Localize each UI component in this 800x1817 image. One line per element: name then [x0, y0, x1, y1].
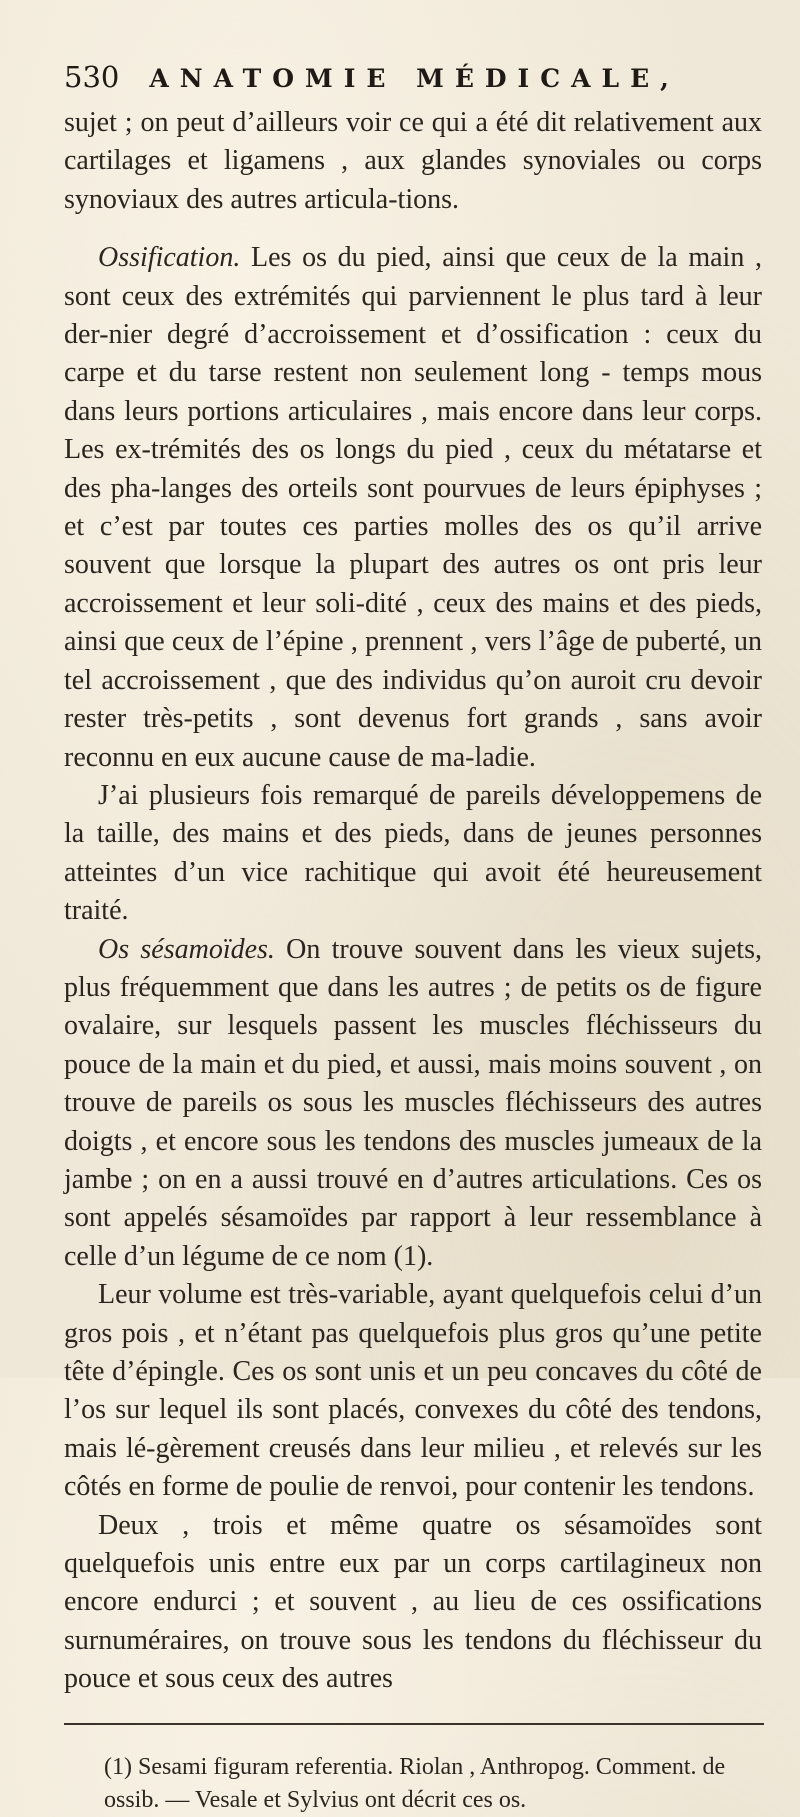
footnote-rule	[64, 1723, 764, 1725]
footnotes	[64, 1751, 762, 1817]
paragraph-text: J’ai plusieurs fois remarqué de pareils développemens de la taille, des mains et des pieds, dans de jeunes personnes atteintes d’un vice rachitique qui avoit été heureusement traité.	[64, 779, 762, 927]
running-head	[64, 54, 762, 100]
paragraph-sesamoides	[64, 931, 762, 1277]
section-heading-sesamoides: Os sésamoïdes.	[98, 933, 275, 965]
paragraph-volume	[64, 1276, 762, 1506]
body-text	[64, 104, 762, 1699]
paragraph-text: On trouve souvent dans les vieux sujets, plus fréquemment que dans les autres ; de petits os de figure ovalaire, sur lesquels passent les muscles fléchisseurs du pouce de la main et du pied, et aussi, mais moins souvent , on trouve de pareils os sous les muscles fléchisseurs des autres doigts , et encore sous les tendons des muscles jumeaux de la jambe ; on en a aussi trouvé en d’autres articulations. Ces os sont appelés sésamoïdes par rapport à leur ressemblance à celle d’un légume de ce nom (1).	[64, 933, 762, 1272]
paragraph-multiple-sesamoides	[64, 1507, 762, 1699]
paragraph-ossification	[64, 239, 762, 777]
paragraph-continuation	[64, 104, 762, 219]
paragraph-text: Les os du pied, ainsi que ceux de la main , sont ceux des extrémités qui parviennent le plus tard à leur der-nier degré d’accroissement et d’ossification : ceux du carpe et du tarse restent non seulement long - temps mous dans leurs portions articulaires , mais encore dans leur corps. Les ex-trémités des os longs du pied , ceux du métatarse et des pha-langes des orteils sont pourvues de leurs épiphyses ; et c’est par toutes ces parties molles des os qu’il arrive souvent que lorsque la plupart des autres os ont pris leur accroissement et leur soli-dité , ceux des mains et des pieds, ainsi que ceux de l’épine , prennent , vers l’âge de puberté, un tel accroissement , que des individus qu’on auroit cru devoir rester très-petits , sont devenus fort grands , sans avoir reconnu en eux aucune cause de ma-ladie.	[64, 242, 762, 773]
section-heading-ossification: Ossification.	[98, 242, 241, 274]
running-title: ANATOMIE MÉDICALE,	[149, 64, 680, 93]
footnote: (1) Sesami figuram referentia. Riolan , Anthropog. Comment. de ossib. — Vesale et Sylvius ont décrit ces os.	[104, 1753, 726, 1813]
paragraph-text: sujet ; on peut d’ailleurs voir ce qui a été dit relativement aux cartilages et ligamens , aux glandes synoviales ou corps synoviaux des autres articula-tions.	[64, 107, 762, 215]
paragraph-observation	[64, 777, 762, 931]
paragraph-text: Leur volume est très-variable, ayant quelquefois celui d’un gros pois , et n’étant pas quelquefois plus gros qu’une petite tête d’épingle. Ces os sont unis et un peu concaves du côté de l’os sur lequel ils sont placés, convexes du côté des tendons, mais lé-gèrement creusés dans leur milieu , et relevés sur les côtés en forme de poulie de renvoi, pour contenir les tendons.	[64, 1279, 762, 1503]
page-number: 530	[64, 60, 120, 94]
paragraph-text: Deux , trois et même quatre os sésamoïdes sont quelquefois unis entre eux par un corps cartilagineux non encore endurci ; et souvent , au lieu de ces ossifications surnuméraires, on trouve sous les tendons du fléchisseur du pouce et sous ceux des autres	[64, 1509, 762, 1695]
